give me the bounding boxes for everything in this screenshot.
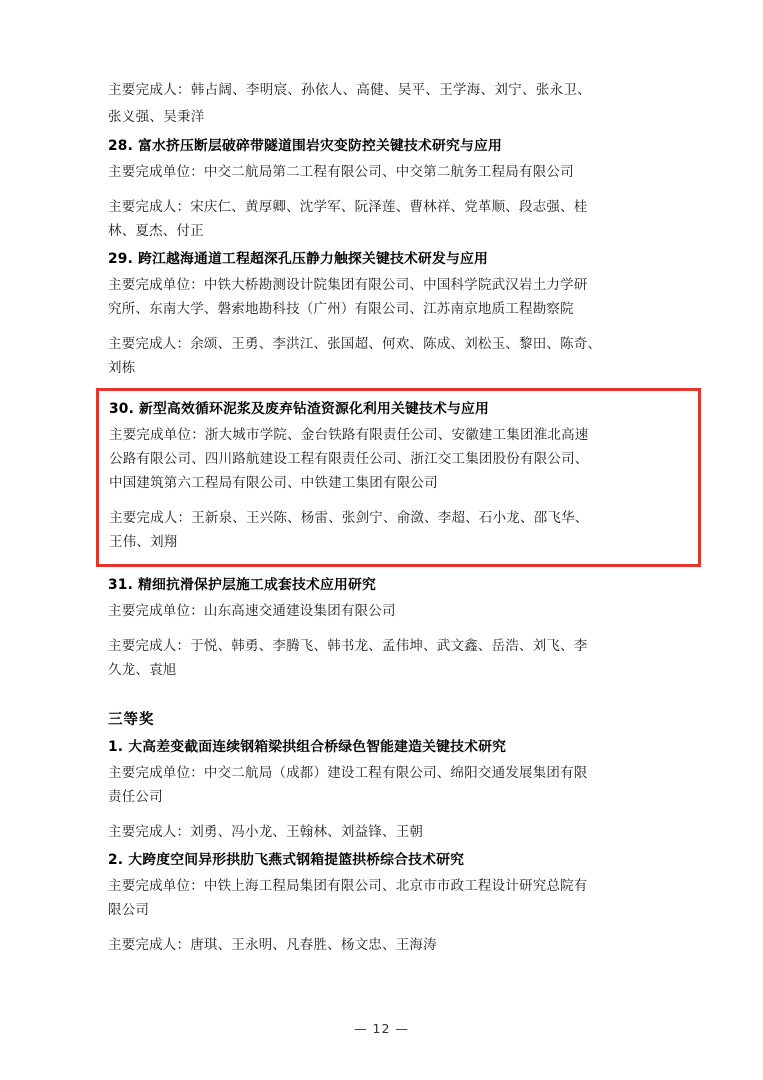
entry-units-line: 主要完成单位：山东高速交通建设集团有限公司 [108,603,396,619]
entry-people-line: 主要完成人：宋庆仁、黄厚卿、沈学军、阮泽莲、曹林祥、党革顺、段志强、桂 [108,199,588,215]
entry-people-line: 主要完成人：唐琪、王永明、凡春胜、杨文忠、王海涛 [108,937,437,953]
entry-people-line: 林、夏杰、付正 [108,223,204,239]
entry-units-line: 究所、东南大学、磐索地勘科技（广州）有限公司、江苏南京地质工程勘察院 [108,301,574,317]
entry-people-line: 久龙、袁旭 [108,662,177,678]
third-prize-entry-2 [108,848,691,957]
entry-units-line: 主要完成单位：中铁上海工程局集团有限公司、北京市市政工程设计研究总院有 [108,878,588,894]
continuation-line-2: 张义强、吴秉洋 [108,109,205,125]
entry-units-line: 责任公司 [108,789,163,805]
entry-units-line: 主要完成单位：中交二航局第二工程有限公司、中交第二航务工程局有限公司 [108,164,574,180]
entry-people-line: 刘栋 [108,360,136,376]
award-entry-28 [108,134,691,243]
award-entry-31 [108,573,691,682]
third-prize-entry-1 [108,735,691,844]
entry-title: 31. 精细抗滑保护层施工成套技术应用研究 [108,577,376,593]
entry-units-line: 主要完成单位：浙大城市学院、金台铁路有限责任公司、安徽建工集团淮北高速 [109,427,589,443]
entry-people-line: 王伟、刘翔 [109,534,178,550]
entry-units-line: 公路有限公司、四川路航建设工程有限责任公司、浙江交工集团股份有限公司、 [109,451,589,467]
entry-people-line: 主要完成人：刘勇、冯小龙、王翰林、刘益锋、王朝 [108,824,424,840]
highlighted-award-entry-30 [96,388,701,567]
award-entry-29 [108,247,691,380]
entry-units-line: 限公司 [108,902,150,918]
entry-people-line: 主要完成人：于悦、韩勇、李腾飞、韩书龙、孟伟坤、武文鑫、岳浩、刘飞、李 [108,638,588,654]
entry-title: 1. 大高差变截面连续钢箱梁拱组合桥绿色智能建造关键技术研究 [108,739,507,755]
continuation-line-1: 主要完成人：韩占阔、李明宸、孙依人、高健、吴平、王学海、刘宁、张永卫、 [108,82,591,98]
entry-title: 28. 富水挤压断层破碎带隧道围岩灾变防控关键技术研究与应用 [108,138,502,154]
entry-people-line: 主要完成人：王新泉、王兴陈、杨雷、张剑宁、俞潋、李超、石小龙、邵飞华、 [109,510,589,526]
entry-title: 2. 大跨度空间异形拱肋飞燕式钢箱提篮拱桥综合技术研究 [108,852,465,868]
entry-title: 30. 新型高效循环泥浆及废弃钻渣资源化利用关键技术与应用 [109,401,489,417]
entry-units-line: 主要完成单位：中铁大桥勘测设计院集团有限公司、中国科学院武汉岩土力学研 [108,277,588,293]
entry-people-line: 主要完成人：余颂、王勇、李洪江、张国超、何欢、陈成、刘松玉、黎田、陈奇、 [108,336,602,352]
page-number-footer: — 12 — [354,1021,409,1036]
entry-units-line: 主要完成单位：中交二航局（成都）建设工程有限公司、绵阳交通发展集团有限 [108,765,588,781]
section-heading-third-prize: 三等奖 [108,712,155,728]
entry-units-line: 中国建筑第六工程局有限公司、中铁建工集团有限公司 [109,475,438,491]
entry-title: 29. 跨江越海通道工程超深孔压静力触探关键技术研发与应用 [108,251,488,267]
top-continuation-block [108,78,691,130]
